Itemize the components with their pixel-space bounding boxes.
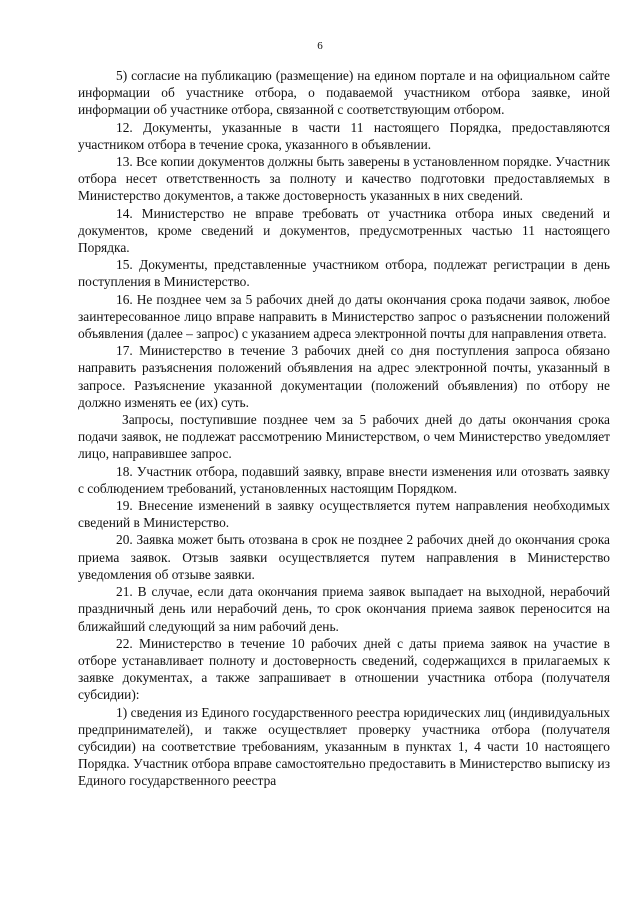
paragraph-15-registration: 15. Документы, представленные участником отбора, подлежат регистрации в день поступления в Министерство. bbox=[78, 257, 610, 290]
paragraph-22-1-registry-extract: 1) сведения из Единого государственного реестра юридических лиц (индивидуальных предпринимателей), и также осуществляет проверку участника отбора (получателя субсидии) на соответствие требованиям, указанным в пунктах 1, 4 части 10 настоящего Порядка. Участник отбора вправе самостоятельно предоставить в Министерство выписку из Единого государственного реестра bbox=[78, 704, 610, 789]
document-body bbox=[78, 67, 610, 790]
paragraph-22-verification: 22. Министерство в течение 10 рабочих дней с даты приема заявок на участие в отборе устанавливает полноту и достоверность сведений, содержащихся в прилагаемых к заявке документах, а также запрашивает в отношении участника отбора (получателя субсидии): bbox=[78, 635, 610, 703]
paragraph-13-copies-certified: 13. Все копии документов должны быть заверены в установленном порядке. Участник отбора несет ответственность за полноту и качество подготовки предоставляемых в Министерство документов, а также достоверность указанных в них сведений. bbox=[78, 154, 610, 204]
page-number: 6 bbox=[317, 40, 323, 52]
paragraph-16-clarification-request: 16. Не позднее чем за 5 рабочих дней до даты окончания срока подачи заявок, любое заинтересованное лицо вправе направить в Министерство запрос о разъяснении положений объявления (далее – запрос) с указанием адреса электронной почты для направления ответа. bbox=[78, 291, 610, 342]
paragraph-17-ministry-response: 17. Министерство в течение 3 рабочих дней со дня поступления запроса обязано направить разъяснения положений объявления на адрес электронной почты, указанный в запросе. Разъяснение указанной документации (положений объявления) по отбору не должно изменять ее (их) суть. bbox=[78, 343, 610, 410]
paragraph-20-withdrawal: 20. Заявка может быть отозвана в срок не позднее 2 рабочих дней до окончания срока приема заявок. Отзыв заявки осуществляется путем направления в Министерство уведомления об отзыве заявки. bbox=[78, 532, 610, 582]
paragraph-late-requests: Запросы, поступившие позднее чем за 5 рабочих дней до даты окончания срока подачи заявок, не подлежат рассмотрению Министерством, о чем Министерство уведомляет лицо, направившее запрос. bbox=[78, 412, 610, 462]
paragraph-18-modify-withdraw: 18. Участник отбора, подавший заявку, вправе внести изменения или отозвать заявку с соблюдением требований, установленных настоящим Порядком. bbox=[78, 463, 610, 496]
paragraph-14-no-extra-requirements: 14. Министерство не вправе требовать от участника отбора иных сведений и документов, кроме сведений и документов, предусмотренных частью 11 настоящего Порядка. bbox=[78, 205, 610, 256]
paragraph-21-deadline-holiday: 21. В случае, если дата окончания приема заявок выпадает на выходной, нерабочий праздничный день или нерабочий день, то срок окончания приема заявок переносится на ближайший следующий за ним рабочий день. bbox=[78, 584, 610, 634]
paragraph-12-documents-deadline: 12. Документы, указанные в части 11 настоящего Порядка, предоставляются участником отбора в течение срока, указанного в объявлении. bbox=[78, 119, 610, 152]
paragraph-19-changes: 19. Внесение изменений в заявку осуществляется путем направления необходимых сведений в Министерство. bbox=[78, 498, 610, 531]
paragraph-consent-publication: 5) согласие на публикацию (размещение) на едином портале и на официальном сайте информации об участнике отбора, о подаваемой участником отбора заявке, иной информации об участнике отбора, связанной с соответствующим отбором. bbox=[78, 68, 610, 118]
